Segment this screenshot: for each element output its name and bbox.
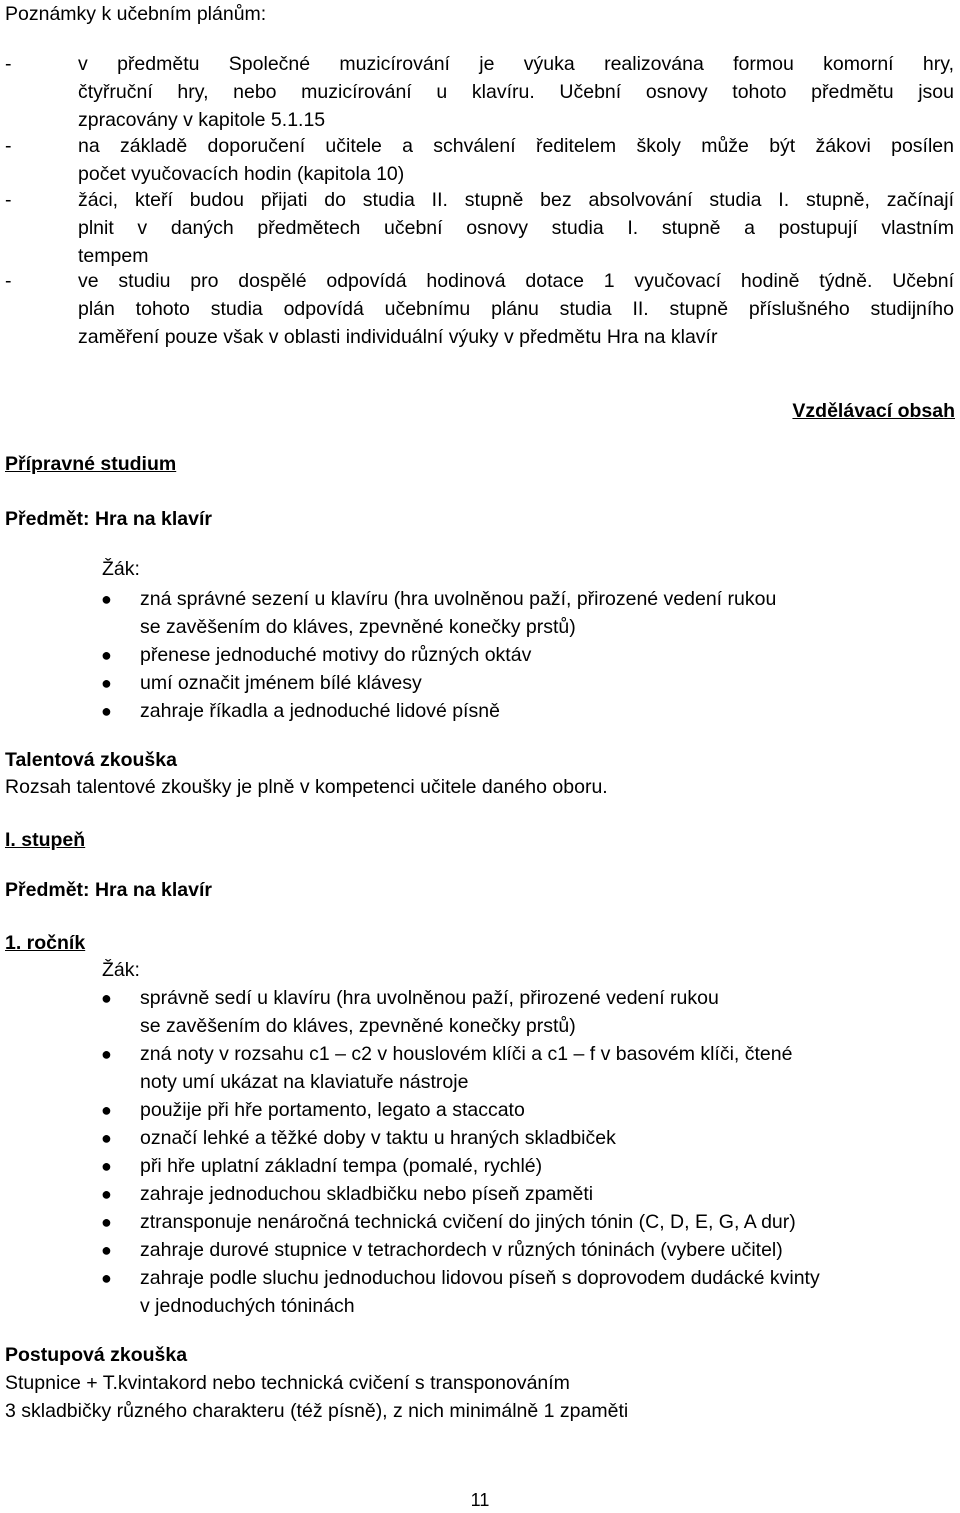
text-line: přenese jednoduché motivy do různých oktáv [140, 644, 532, 666]
bullet-icon: ● [101, 1184, 112, 1204]
text-line: zná správné sezení u klavíru (hra uvolněnou paží, přirozené vedení rukou [140, 588, 777, 610]
notes-item-text [78, 267, 954, 351]
talent-exam-heading: Talentová zkouška [5, 749, 177, 771]
list-item [101, 697, 776, 725]
preparatory-heading: Přípravné studium [5, 453, 177, 475]
dash-marker: - [5, 270, 12, 292]
notes-item-text [78, 186, 954, 270]
text-line: použije při hře portamento, legato a staccato [140, 1099, 525, 1121]
progress-exam-line: Stupnice + T.kvintakord nebo technická cvičení s transponováním [5, 1372, 570, 1394]
text-line: umí označit jménem bílé klávesy [140, 672, 422, 694]
bullet-icon: ● [101, 1268, 112, 1288]
bullet-icon: ● [101, 1156, 112, 1176]
stage1-year: 1. ročník [5, 932, 86, 954]
list-item [101, 1096, 820, 1124]
content-heading: Vzdělávací obsah [792, 400, 955, 422]
bullet-icon: ● [101, 1100, 112, 1120]
bullet-icon: ● [101, 1212, 112, 1232]
text-line: se zavěšením do kláves, zpevněné konečky prstů) [140, 616, 576, 638]
list-item [101, 984, 820, 1040]
stage1-pupil-label: Žák: [102, 959, 140, 981]
dash-marker: - [5, 189, 12, 211]
text-line: plán tohoto studia odpovídá učebnímu plánu studia II. stupně příslušného studijního [78, 298, 954, 320]
list-item [101, 1264, 820, 1320]
text-line: noty umí ukázat na klaviatuře nástroje [140, 1071, 469, 1093]
notes-item-text [78, 50, 954, 134]
preparatory-pupil-label: Žák: [102, 558, 140, 580]
text-line: ve studiu pro dospělé odpovídá hodinová dotace 1 vyučovací hodině týdně. Učební [78, 270, 954, 292]
list-item [101, 585, 777, 641]
text-line: správně sedí u klavíru (hra uvolněnou paží, přirozené vedení rukou [140, 987, 719, 1009]
text-line: zná noty v rozsahu c1 – c2 v houslovém klíči a c1 – f v basovém klíči, čtené [140, 1043, 793, 1065]
bullet-icon: ● [101, 1128, 112, 1148]
page-number: 11 [470, 1490, 490, 1510]
preparatory-subject: Předmět: Hra na klavír [5, 508, 213, 530]
text-line: zaměření pouze však v oblasti individuální výuky v předmětu Hra na klavír [78, 326, 718, 348]
text-line: počet vyučovacích hodin (kapitola 10) [78, 163, 405, 185]
text-line: zahraje durové stupnice v tetrachordech v různých tóninách (vybere učitel) [140, 1239, 783, 1261]
text-line: zahraje jednoduchou skladbičku nebo píseň zpaměti [140, 1183, 594, 1205]
list-item [101, 1124, 820, 1152]
text-line: žáci, kteří budou přijati do studia II. stupně bez absolvování studia I. stupně, začínají [78, 189, 954, 211]
text-line: v předmětu Společné muzicírování je výuka realizována formou komorní hry, [78, 53, 954, 75]
text-line: tempem [78, 245, 149, 267]
talent-exam-text: Rozsah talentové zkoušky je plně v kompetenci učitele daného oboru. [5, 776, 608, 798]
text-line: čtyřruční hry, nebo muzicírování u klavíru. Učební osnovy tohoto předmětu jsou [78, 81, 954, 103]
text-line: zahraje podle sluchu jednoduchou lidovou píseň s doprovodem dudácké kvinty [140, 1267, 820, 1289]
notes-title: Poznámky k učebním plánům: [5, 3, 267, 25]
text-line: zpracovány v kapitole 5.1.15 [78, 109, 326, 131]
notes-item-text [78, 132, 954, 188]
list-item [101, 1152, 820, 1180]
stage1-outcomes-list [101, 984, 820, 1320]
text-line: zahraje říkadla a jednoduché lidové písně [140, 700, 500, 722]
text-line: v jednoduchých tóninách [140, 1295, 355, 1317]
stage1-subject: Předmět: Hra na klavír [5, 879, 213, 901]
bullet-icon: ● [101, 1240, 112, 1260]
bullet-icon: ● [101, 673, 112, 693]
list-item [101, 669, 776, 697]
dash-marker: - [5, 53, 12, 75]
list-item [101, 641, 776, 669]
list-item [101, 1208, 820, 1236]
bullet-icon: ● [101, 988, 112, 1008]
text-line: ztransponuje nenáročná technická cvičení do jiných tónin (C, D, E, G, A dur) [140, 1211, 796, 1233]
bullet-icon: ● [101, 1044, 112, 1064]
bullet-icon: ● [101, 589, 112, 609]
list-item [101, 1040, 820, 1096]
progress-exam-heading: Postupová zkouška [5, 1344, 188, 1366]
preparatory-outcomes-list [101, 585, 777, 725]
progress-exam-line: 3 skladbičky různého charakteru (též písně), z nich minimálně 1 zpaměti [5, 1400, 629, 1422]
stage1-heading: I. stupeň [5, 829, 86, 851]
text-line: plnit v daných předmětech učební osnovy studia I. stupně a postupují vlastním [78, 217, 954, 239]
dash-marker: - [5, 135, 12, 157]
text-line: se zavěšením do kláves, zpevněné konečky prstů) [140, 1015, 576, 1037]
list-item [101, 1180, 820, 1208]
list-item [101, 1236, 820, 1264]
bullet-icon: ● [101, 645, 112, 665]
text-line: označí lehké a těžké doby v taktu u hraných skladbiček [140, 1127, 616, 1149]
text-line: na základě doporučení učitele a schválení ředitelem školy může být žákovi posílen [78, 135, 954, 157]
text-line: při hře uplatní základní tempa (pomalé, rychlé) [140, 1155, 543, 1177]
bullet-icon: ● [101, 701, 112, 721]
